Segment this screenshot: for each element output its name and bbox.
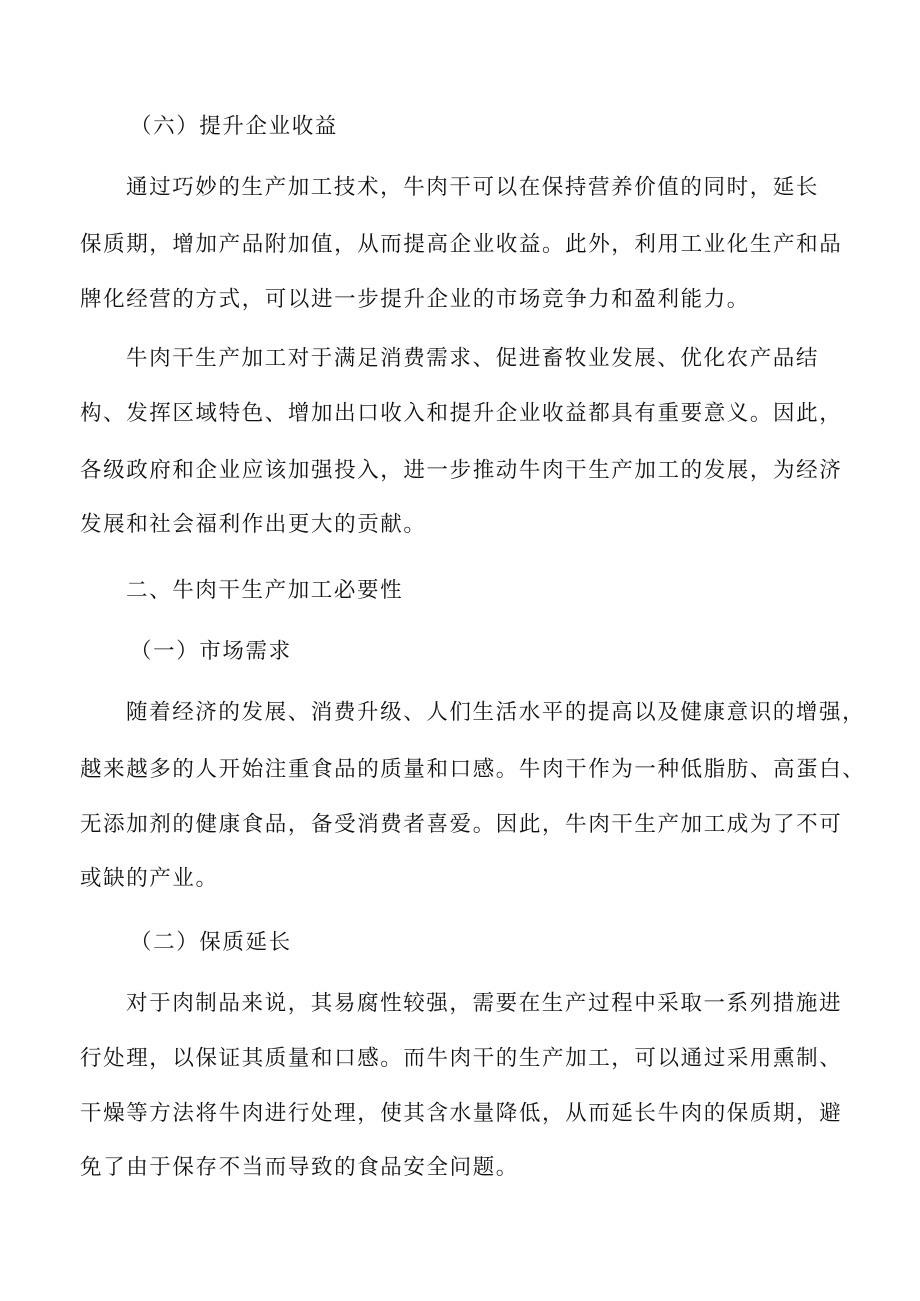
paragraph-line: 构、发挥区域特色、增加出口收入和提升企业收益都具有重要意义。因此，	[80, 401, 843, 426]
paragraph-line: 对于肉制品来说，其易腐性较强，需要在生产过程中采取一系列措施进	[126, 991, 843, 1016]
paragraph-line: 保质期，增加产品附加值，从而提高企业收益。此外，利用工业化生产和品	[80, 232, 843, 257]
paragraph-line: 牌化经营的方式，可以进一步提升企业的市场竞争力和盈利能力。	[80, 287, 750, 312]
section-heading-1: （一）市场需求	[130, 639, 292, 664]
paragraph-line: 或缺的产业。	[80, 866, 219, 891]
paragraph-line: 随着经济的发展、消费升级、人们生活水平的提高以及健康意识的增强，	[126, 700, 866, 725]
paragraph-line: 通过巧妙的生产加工技术，牛肉干可以在保持营养价值的同时，延长	[126, 175, 820, 200]
paragraph-line: 各级政府和企业应该加强投入，进一步推动牛肉干生产加工的发展，为经济	[80, 458, 843, 483]
section-heading-6: （六）提升企业收益	[130, 114, 338, 139]
paragraph-line: 干燥等方法将牛肉进行处理，使其含水量降低，从而延长牛肉的保质期，避	[80, 1101, 843, 1126]
paragraph-line: 免了由于保存不当而导致的食品安全问题。	[80, 1155, 519, 1180]
paragraph-line: 发展和社会福利作出更大的贡献。	[80, 512, 427, 537]
paragraph-line: 牛肉干生产加工对于满足消费需求、促进畜牧业发展、优化农产品结	[126, 346, 820, 371]
section-heading-2: （二）保质延长	[130, 930, 292, 955]
chapter-heading-2: 二、牛肉干生产加工必要性	[126, 578, 404, 603]
paragraph-line: 行处理，以保证其质量和口感。而牛肉干的生产加工，可以通过采用熏制、	[80, 1046, 843, 1071]
paragraph-line: 无添加剂的健康食品，备受消费者喜爱。因此，牛肉干生产加工成为了不可	[80, 812, 843, 837]
paragraph-line: 越来越多的人开始注重食品的质量和口感。牛肉干作为一种低脂肪、高蛋白、	[80, 757, 866, 782]
